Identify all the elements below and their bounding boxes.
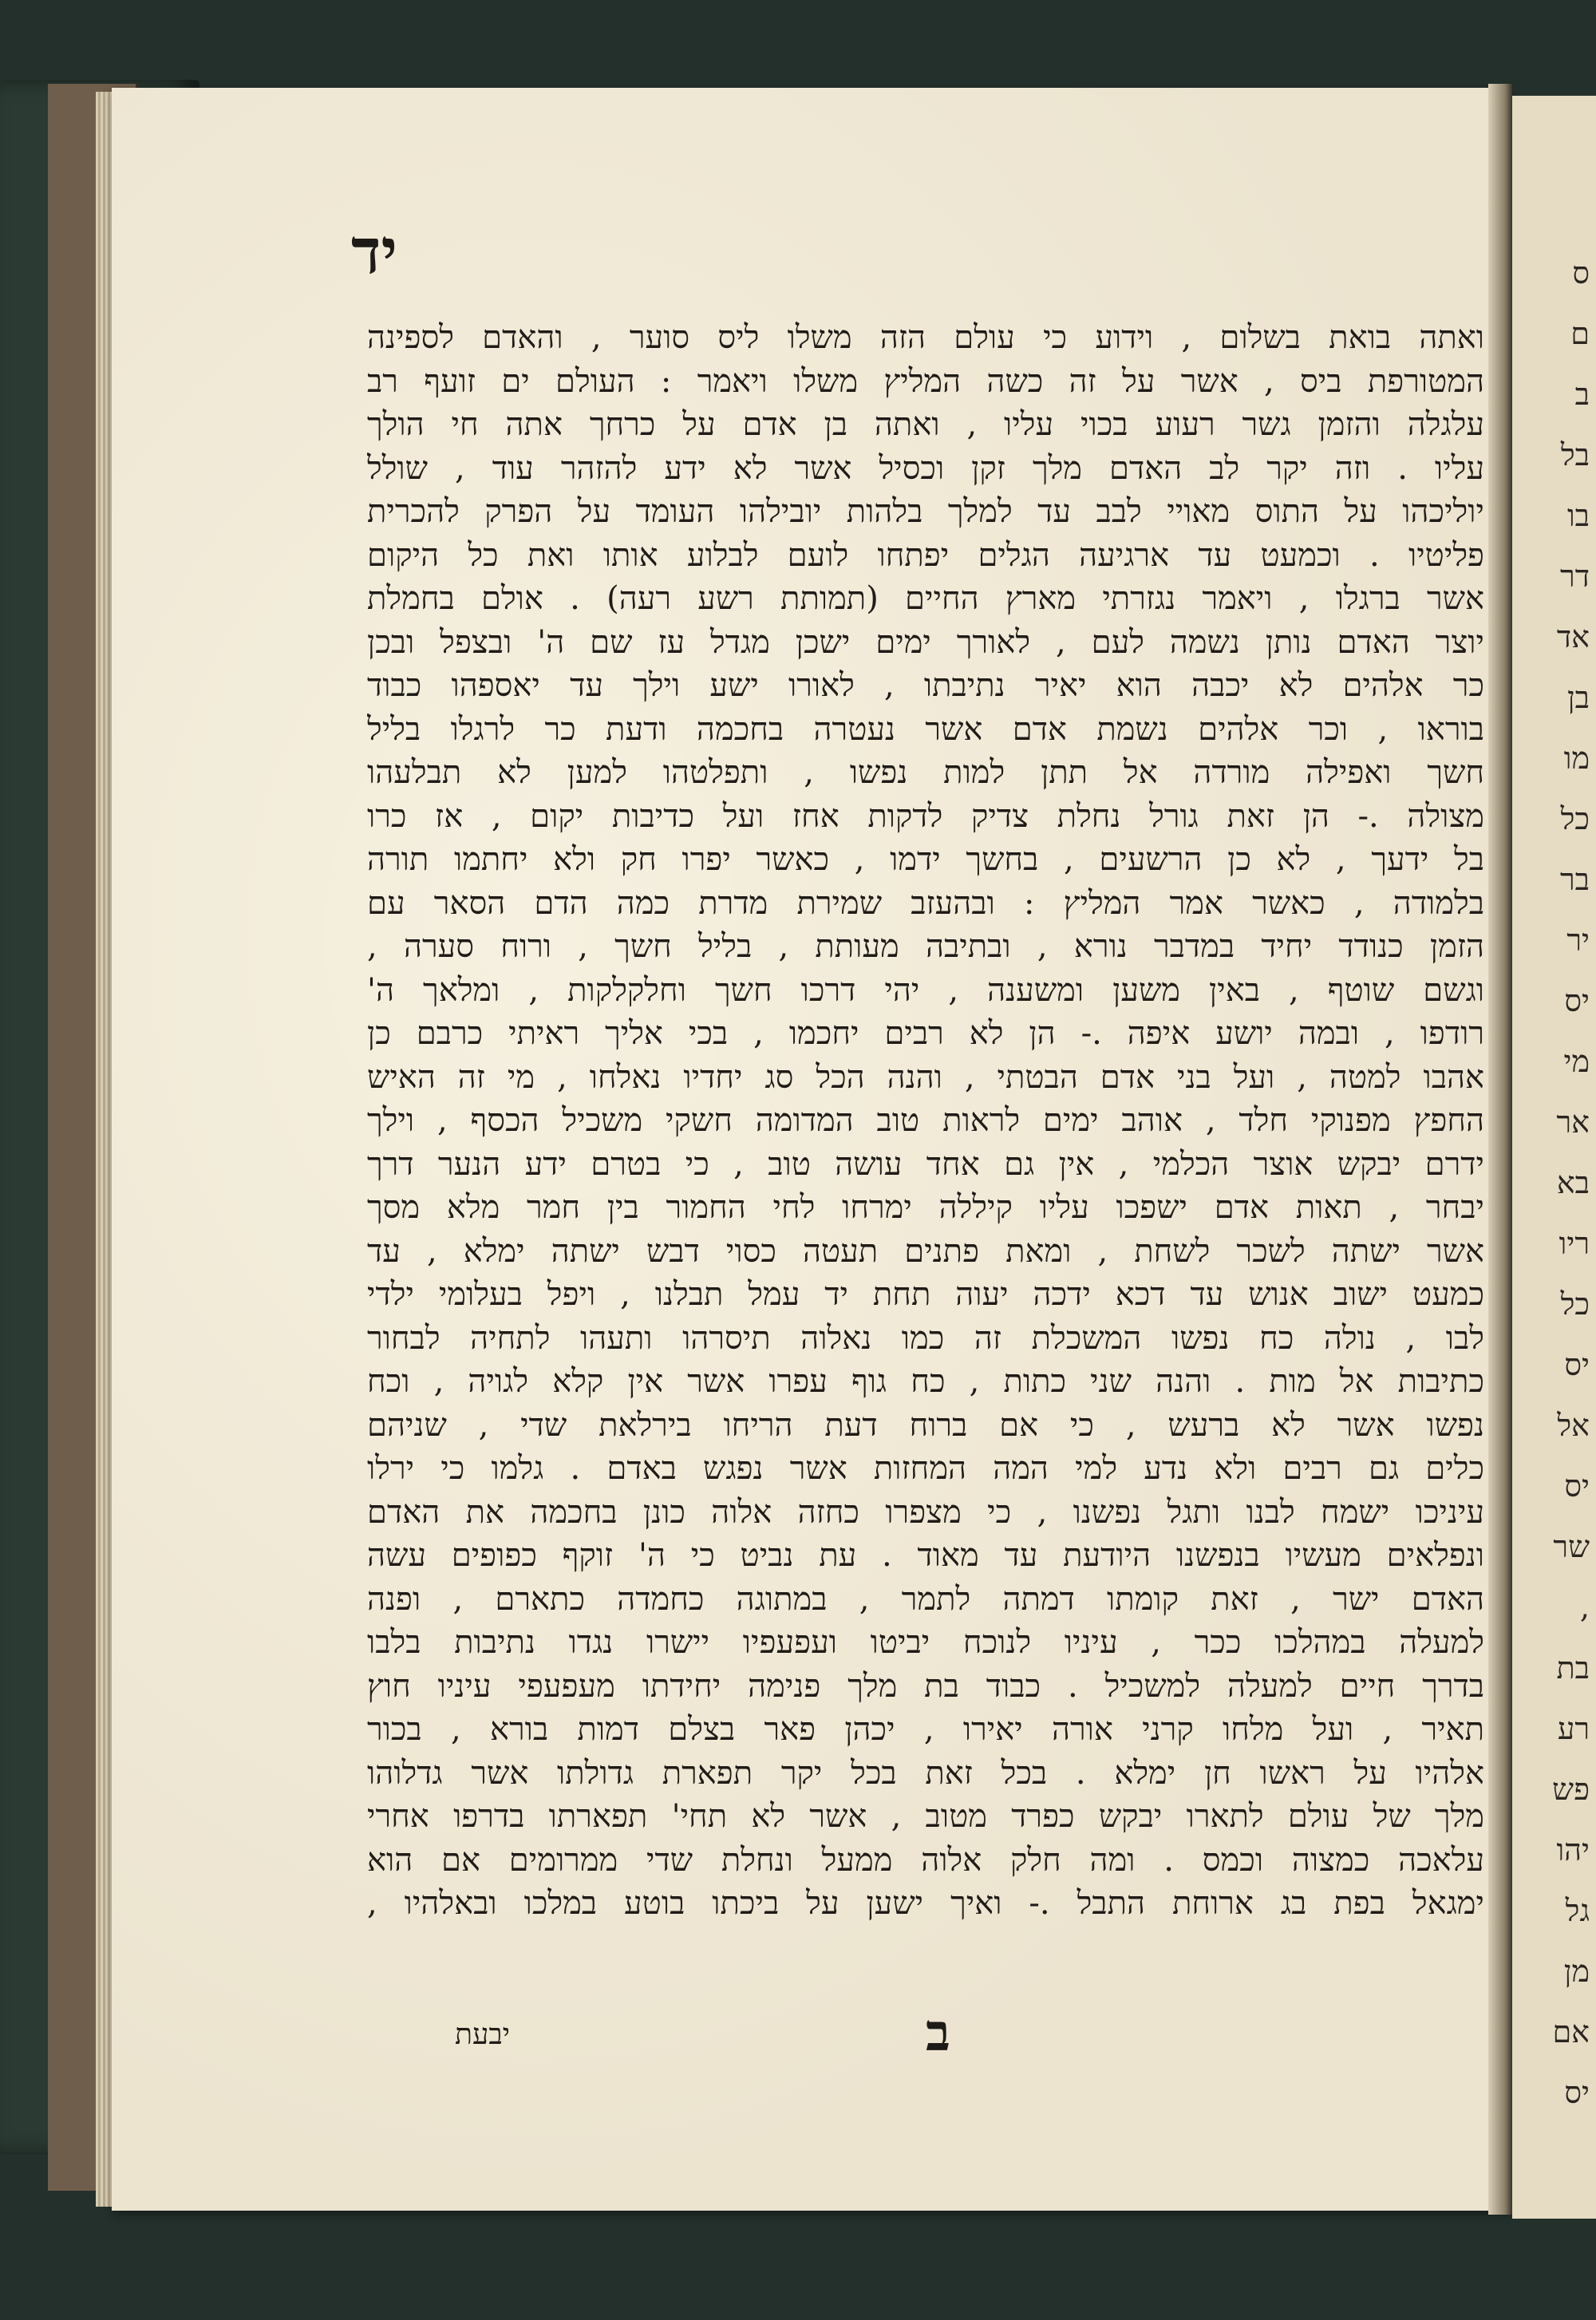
- text-line: וגשם שוטף , באין משען ומשענה , יהי דרכו חשך וחלקלקות , ומלאך ה': [367, 971, 1484, 1009]
- text-line: ימגאל בפת בג ארוחת התבל .- ואיך ישען על ביכתו בוטע במלכו ובאלהיו ,: [367, 1885, 1484, 1922]
- facing-page-text-fragment: אל: [1557, 1408, 1590, 1443]
- facing-page-text-fragment: בר: [1560, 862, 1590, 897]
- text-line: רודפו , ובמה יושע איפה .- הן לא רבים יחכמו , בכי אליך ראיתי כרבם כן: [367, 1015, 1484, 1052]
- text-line: למעלה במהלכו ככר , עיניו לנוכח יביטו ועפעפיו יישרו נגדו נתיבות בלבו: [367, 1624, 1484, 1661]
- text-line: הזמן כנודד יחיד במדבר נורא , ובתיבה מעותת , בליל חשך , ורוח סערה ,: [367, 928, 1484, 965]
- facing-page-text-fragment: ב: [1574, 377, 1590, 412]
- facing-page-text-fragment: יהו: [1556, 1832, 1590, 1867]
- text-line: יוליכהו על התוס מאויי לבב עד למלך בלהות יובילהו העומד על הפרק להכרית: [367, 493, 1484, 530]
- text-line: עלאכה כמצוה וכמס . ומה חלק אלוה ממעל ונחלת שדי ממרומים אם הוא: [367, 1841, 1484, 1879]
- facing-page-text-fragment: דר: [1560, 559, 1590, 594]
- signature-mark: ב: [926, 2003, 950, 2063]
- text-line: אשר ישתה לשכר לשחת , ומאת פתנים תעטה כסוי דבש ישתה ימלא , עד: [367, 1232, 1484, 1270]
- facing-page-fragment: [1512, 96, 1596, 2219]
- facing-page-text-fragment: כל: [1560, 801, 1590, 836]
- text-line: מצולה .- הן זאת גורל נחלת צדיק לדקות אחז ועל כדיבות יקום , אז כרו: [367, 797, 1484, 835]
- facing-page-text-fragment: מי: [1563, 1044, 1590, 1079]
- text-line: כמעט ישוב אנוש עד דכא ידכה יעוה תחת יד עמל תבלנו , ויפל בעלומי ילדי: [367, 1276, 1484, 1313]
- catchword: יבעת: [455, 2018, 511, 2051]
- facing-page-text-fragment: אד: [1556, 619, 1590, 654]
- facing-page-text-fragment: גל: [1565, 1893, 1590, 1928]
- facing-page-text-fragment: יס: [1564, 983, 1590, 1018]
- facing-page-text-fragment: כל: [1560, 1286, 1590, 1322]
- text-line: כתיבות אל מות . והנה שני כתות , כח גוף עפרו אשר אין קלא לגויה , וכח: [367, 1363, 1484, 1400]
- facing-page-text-fragment: בן: [1567, 680, 1590, 715]
- facing-page-text-fragment: פש: [1552, 1772, 1590, 1807]
- text-line: ידרם יבקש אוצר הכלמי , אין גם אחד עושה טוב , כי בטרם ידע הנער דרך: [367, 1145, 1484, 1183]
- text-line: ונפלאים מעשיו בנפשנו היודעת עד מאוד . עת נביט כי ה' זוקף כפופים עשה: [367, 1537, 1484, 1574]
- text-line: לבו , נולה כח נפשו המשכלת זה כמו נאלוה תיסרהו ותעהו לתחיה לבחור: [367, 1319, 1484, 1357]
- text-line: עלגלה והזמן גשר רעוע בכוי עליו , ואתה בן אדם על כרחך אתה חי הולך: [367, 406, 1484, 443]
- facing-page-text-fragment: אם: [1552, 2014, 1590, 2049]
- facing-page-text-fragment: שר: [1553, 1529, 1590, 1564]
- text-line: אלהיו על ראשו חן ימלא . בכל זאת בכל יקר תפארת גדולתו אשר גדלוהו: [367, 1754, 1484, 1792]
- text-line: האדם ישר , זאת קומתו דמתה לתמר , במתוגה כחמדה כתארם , ופנה: [367, 1580, 1484, 1618]
- facing-page-text-fragment: יס: [1564, 1347, 1590, 1382]
- text-line: ואתה בואת בשלום , וידוע כי עולם הזה משלו ליס סוער , והאדם לספינה: [367, 319, 1484, 356]
- text-line: אהבו למטה , ועל בני אדם הבטתי , והנה הכל סג יחדיו נאלחו , מי זה האיש: [367, 1058, 1484, 1096]
- text-line: בלמודה , כאשר אמר המליץ : ובהעזב שמירת מדרת כמה הדם הסאר עם: [367, 884, 1484, 922]
- text-line: חשך ואפילה מורדה אל תתן למות נפשו , ותפלטהו למען לא תבלעהו: [367, 754, 1484, 791]
- text-line: עיניכו ישמח לבנו ותגל נפשנו , כי מצפרו כחזה אלוה כונן בחכמה את האדם: [367, 1493, 1484, 1531]
- page-footer: [367, 2003, 1484, 2067]
- facing-page-text-fragment: בא: [1556, 1165, 1590, 1200]
- facing-page-text-fragment: מן: [1563, 1954, 1590, 1989]
- text-line: אשר ברגלו , ויאמר נגזרתי מארץ החיים (תמותת רשע רעה) . אולם בחמלת: [367, 580, 1484, 617]
- facing-page-text-fragment: ם: [1570, 316, 1590, 351]
- facing-page-text-fragment: יס: [1564, 2075, 1590, 2110]
- gutter: [1488, 84, 1512, 2215]
- facing-page-text-fragment: אר: [1556, 1105, 1590, 1140]
- facing-page-text-fragment: מו: [1563, 741, 1590, 776]
- text-line: יוצר האדם נותן נשמה לעם , לאורך ימים ישכן מגדל עז שם ה' ובצפל ובכן: [367, 623, 1484, 661]
- text-line: כר אלהים לא יכבה הוא יאיר נתיבתו , לאורו ישע וילך עד יאספהו כבוד: [367, 667, 1484, 704]
- text-line: מלך של עולם לתארו יבקש כפרד מטוב , אשר לא תחי' תפארתו בדרפו אחרי: [367, 1798, 1484, 1835]
- facing-page-text-fragment: רע: [1557, 1711, 1590, 1746]
- text-line: המטורפת ביס , אשר על זה כשה המליץ משלו ויאמר : העולם ים זועף רב: [367, 362, 1484, 400]
- facing-page-text-fragment: יר: [1566, 923, 1590, 958]
- facing-page-text-fragment: יס: [1564, 1468, 1590, 1504]
- facing-page-text-fragment: בל: [1560, 437, 1590, 472]
- text-line: נפשו אשר לא ברעש , כי אם ברוח דעת הריחו בירלאת שדי , שניהם: [367, 1406, 1484, 1444]
- facing-page-text-fragment: ס: [1572, 255, 1590, 290]
- text-line: בדרך חיים למעלה למשכיל . כבוד בת מלך פנימה יחידתו מעפעפי עיניו חוץ: [367, 1667, 1484, 1705]
- text-line: תאיר , ועל מלחו קרני אורה יאירו , יכהן פאר בצלם דמות בורא , בכור: [367, 1711, 1484, 1748]
- facing-page-text-fragment: ריו: [1558, 1226, 1590, 1261]
- text-line: עליו . וזה יקר לב האדם מלך זקן וכסיל אשר לא ידע להזהר עוד , שולל: [367, 449, 1484, 487]
- text-line: פליטיו . וכמעט עד ארגיעה הגלים יפתחו לועם לבלוע אותו ואת כל היקום: [367, 536, 1484, 574]
- text-line: יבחר , תאות אדם ישפכו עליו קיללה ימרחו לחי החמור בין חמר מלא מסך: [367, 1189, 1484, 1226]
- page-number: יד: [351, 215, 397, 288]
- text-line: כלים גם רבים ולא נדע למי המה המחזות אשר נפגש באדם . גלמו כי ירלו: [367, 1450, 1484, 1487]
- main-text: [367, 316, 1484, 1926]
- facing-page-text-fragment: בת: [1556, 1650, 1590, 1686]
- facing-page-text-fragment: ,: [1579, 1590, 1590, 1625]
- text-line: בוראו , וכר אלהים נשמת אדם אשר נעטרה בחכמה ודעת כר לרגלו בליל: [367, 710, 1484, 748]
- text-line: בל ידעך , לא כן הרשעים , בחשך ידמו , כאשר יפרו חק ולא יחתמו תורה: [367, 841, 1484, 878]
- text-line: החפץ מפנוקי חלד , אוהב ימים לראות טוב המדומה חשקי משכיל הכסף , וילך: [367, 1102, 1484, 1139]
- facing-page-text-fragment: בו: [1566, 498, 1590, 533]
